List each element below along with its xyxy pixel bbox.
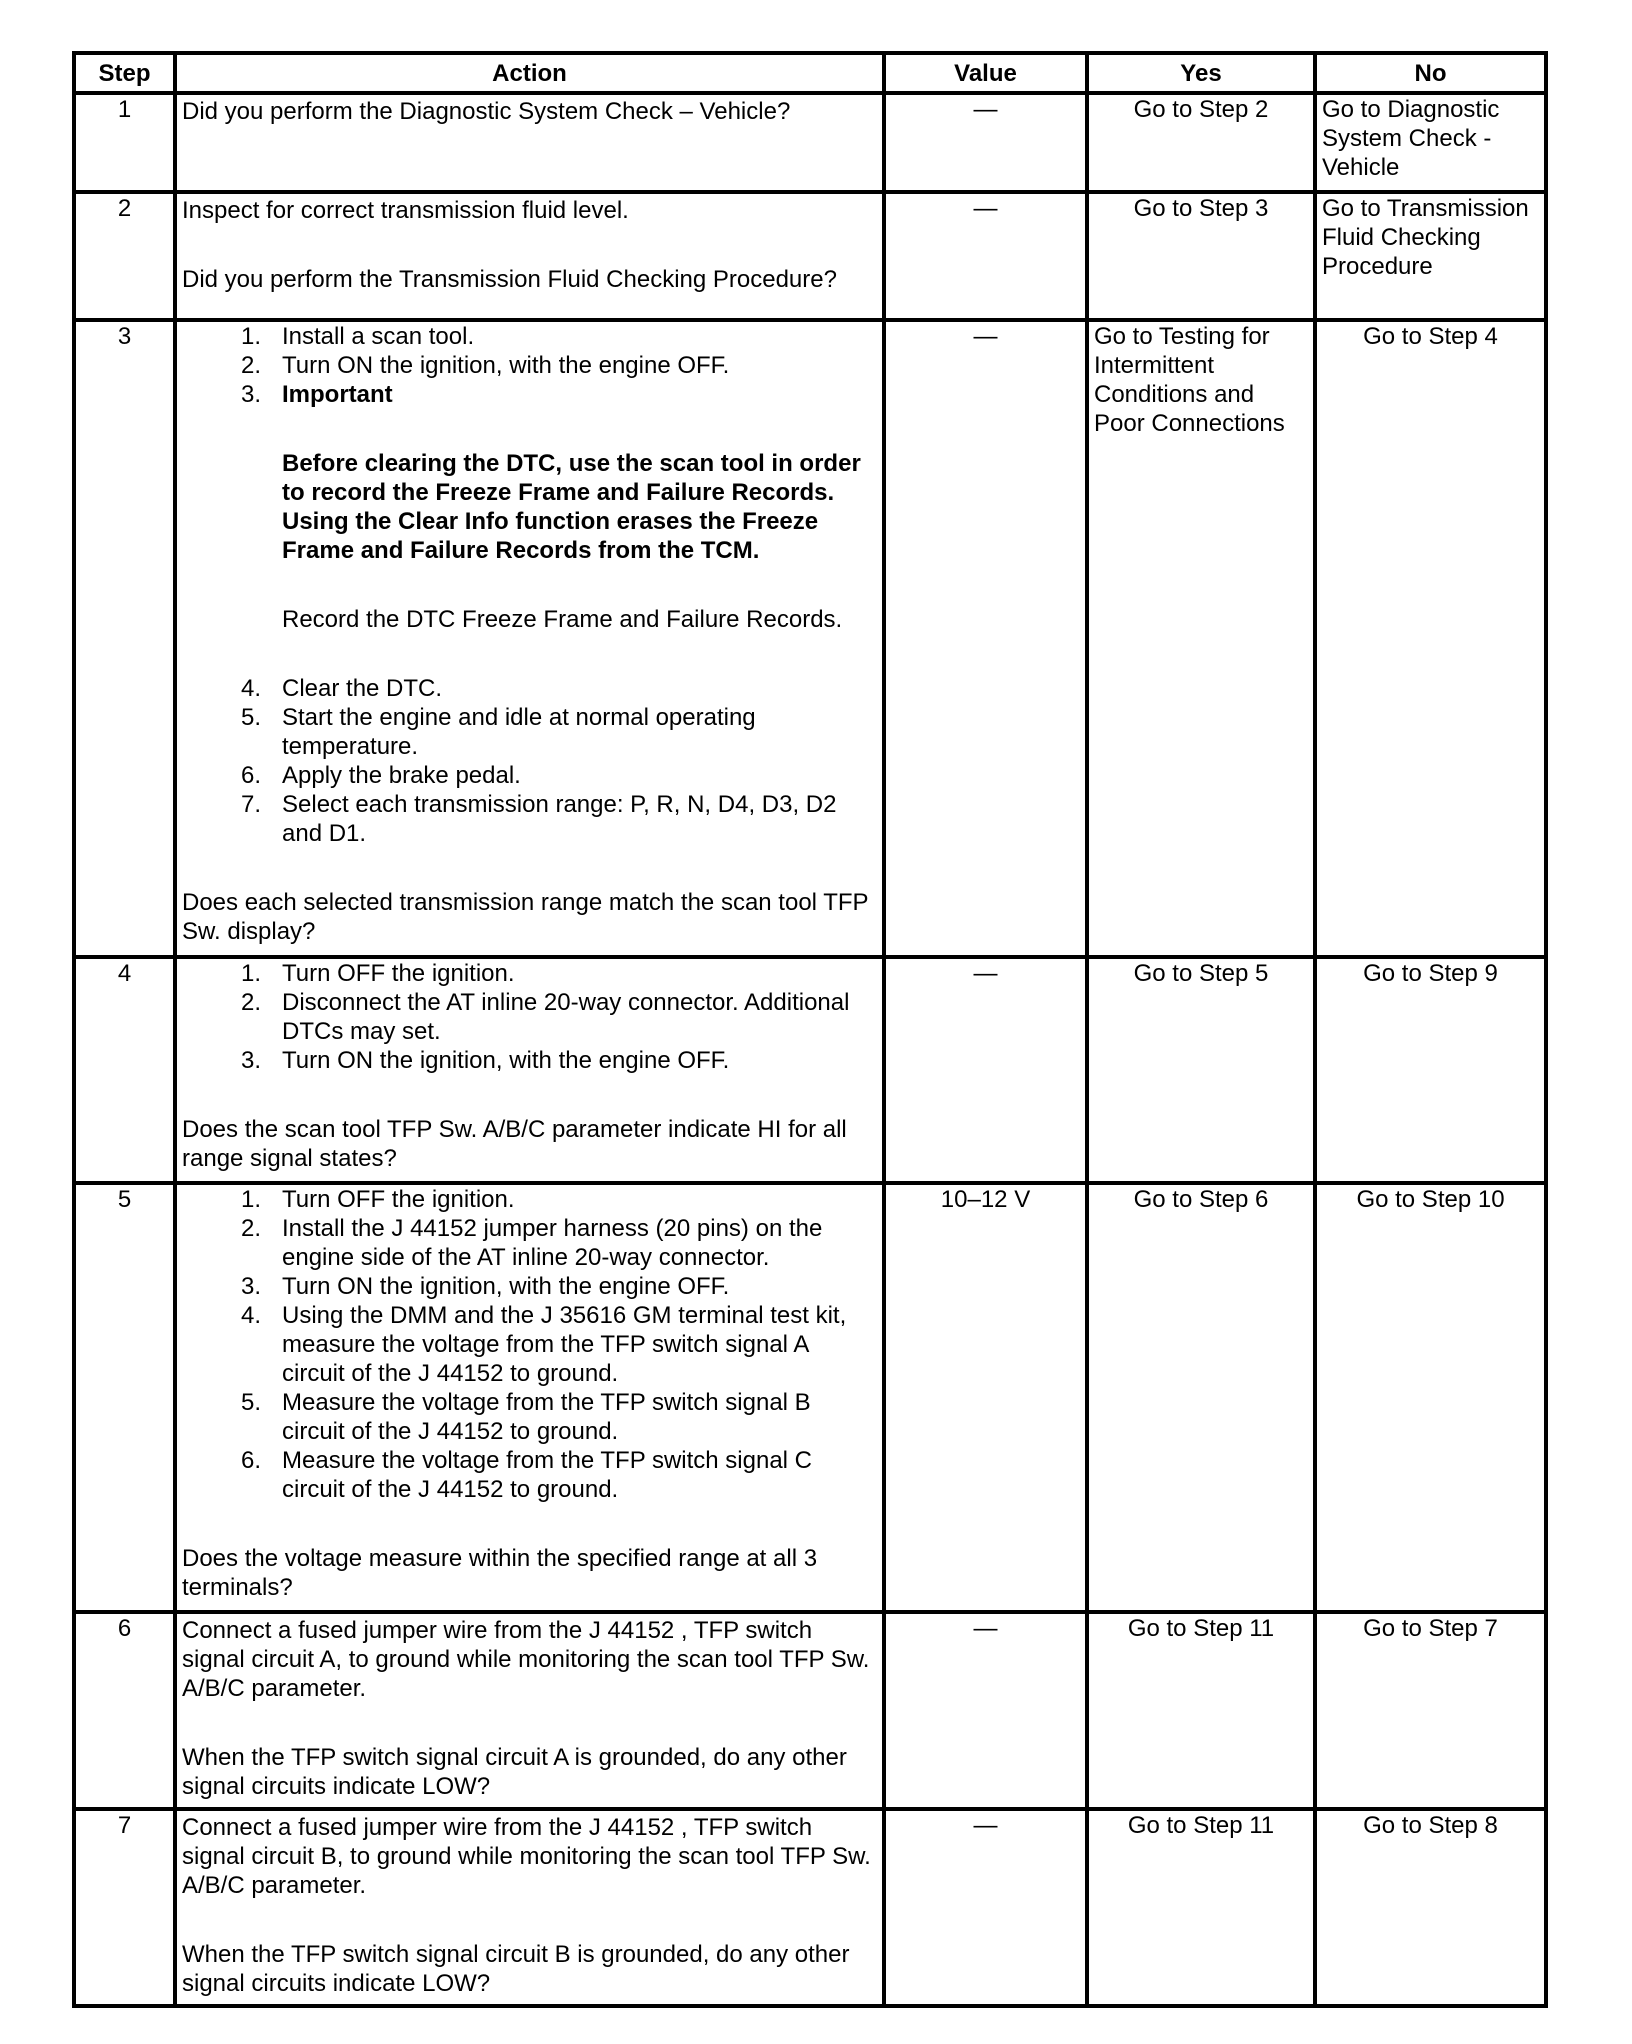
- no-cell: Go to Step 9: [1315, 957, 1546, 1183]
- list-item: 6. Measure the voltage from the TFP switch signal C circuit of the J 44152 to ground.: [240, 1447, 813, 1503]
- value-cell: —: [884, 1612, 1087, 1809]
- action-text: Connect a fused jumper wire from the J 44152 , TFP switch signal circuit A, to ground while monitoring the scan tool TFP Sw. A/B/C parameter.: [182, 1617, 870, 1702]
- table-row: [74, 957, 1546, 1183]
- list-item: 4. Using the DMM and the J 35616 GM terminal test kit, measure the voltage from the TFP switch signal A circuit of the J 44152 to ground.: [240, 1302, 847, 1387]
- action-question: Did you perform the Diagnostic System Check – Vehicle?: [182, 98, 791, 125]
- action-cell: [175, 1809, 884, 2006]
- action-question: Does each selected transmission range match the scan tool TFP Sw. display?: [182, 889, 869, 945]
- yes-cell: Go to Step 6: [1087, 1183, 1315, 1612]
- value-cell: —: [884, 93, 1087, 192]
- table-row: [74, 1183, 1546, 1612]
- list-item: 3. Turn ON the ignition, with the engine OFF.: [240, 1273, 730, 1300]
- list-item: 1. Install a scan tool.: [240, 323, 475, 350]
- procedure-list: [182, 322, 877, 409]
- no-cell: Go to Step 7: [1315, 1612, 1546, 1809]
- step-number: 4: [74, 957, 175, 1183]
- list-item: 2. Install the J 44152 jumper harness (20 pins) on the engine side of the AT inline 20-way connector.: [240, 1215, 823, 1271]
- procedure-list: [182, 1185, 877, 1504]
- important-notice: Before clearing the DTC, use the scan tool in order to record the Freeze Frame and Failure Records. Using the Clear Info function erases the Freeze Frame and Failure Records from the TCM.: [282, 450, 861, 564]
- action-question: Does the scan tool TFP Sw. A/B/C parameter indicate HI for all range signal states?: [182, 1116, 847, 1172]
- action-question: When the TFP switch signal circuit A is grounded, do any other signal circuits indicate LOW?: [182, 1744, 847, 1800]
- no-cell: Go to Transmission Fluid Checking Procedure: [1315, 192, 1546, 320]
- yes-cell: Go to Step 2: [1087, 93, 1315, 192]
- action-question: Does the voltage measure within the specified range at all 3 terminals?: [182, 1545, 818, 1601]
- list-item: 1. Turn OFF the ignition.: [240, 1186, 515, 1213]
- action-cell: [175, 320, 884, 957]
- yes-cell: Go to Step 11: [1087, 1809, 1315, 2006]
- list-item: 3. Important: [240, 381, 393, 408]
- header-value: Value: [884, 53, 1087, 93]
- table-row: [74, 1612, 1546, 1809]
- header-action: Action: [175, 53, 884, 93]
- action-cell: [175, 93, 884, 192]
- no-cell: Go to Step 4: [1315, 320, 1546, 957]
- value-cell: —: [884, 957, 1087, 1183]
- step-number: 3: [74, 320, 175, 957]
- header-yes: Yes: [1087, 53, 1315, 93]
- table-row: [74, 192, 1546, 320]
- diagnostic-table: [72, 51, 1548, 2008]
- table-row: [74, 320, 1546, 957]
- list-item: 3. Turn ON the ignition, with the engine OFF.: [240, 1047, 730, 1074]
- action-cell: [175, 192, 884, 320]
- header-row: [74, 53, 1546, 93]
- table-row: [74, 1809, 1546, 2006]
- table-row: [74, 93, 1546, 192]
- list-item: 6. Apply the brake pedal.: [240, 762, 521, 789]
- action-cell: [175, 1612, 884, 1809]
- action-text: Inspect for correct transmission fluid level.: [182, 197, 629, 224]
- step-number: 7: [74, 1809, 175, 2006]
- step-number: 1: [74, 93, 175, 192]
- value-cell: —: [884, 192, 1087, 320]
- list-item: 4. Clear the DTC.: [240, 675, 443, 702]
- step-number: 5: [74, 1183, 175, 1612]
- header-no: No: [1315, 53, 1546, 93]
- yes-cell: Go to Step 5: [1087, 957, 1315, 1183]
- list-item: 7. Select each transmission range: P, R, N, D4, D3, D2 and D1.: [240, 791, 837, 847]
- list-item: 5. Measure the voltage from the TFP switch signal B circuit of the J 44152 to ground.: [240, 1389, 811, 1445]
- no-cell: Go to Step 10: [1315, 1183, 1546, 1612]
- procedure-list: [182, 959, 877, 1075]
- action-question: Did you perform the Transmission Fluid Checking Procedure?: [182, 266, 837, 293]
- header-step: Step: [74, 53, 175, 93]
- step-number: 6: [74, 1612, 175, 1809]
- no-cell: Go to Diagnostic System Check - Vehicle: [1315, 93, 1546, 192]
- action-text: Connect a fused jumper wire from the J 44152 , TFP switch signal circuit B, to ground while monitoring the scan tool TFP Sw. A/B/C parameter.: [182, 1814, 871, 1899]
- value-cell: —: [884, 320, 1087, 957]
- yes-cell: Go to Step 3: [1087, 192, 1315, 320]
- yes-cell: Go to Step 11: [1087, 1612, 1315, 1809]
- list-item: 2. Disconnect the AT inline 20-way connector. Additional DTCs may set.: [240, 989, 850, 1045]
- action-question: When the TFP switch signal circuit B is grounded, do any other signal circuits indicate LOW?: [182, 1941, 850, 1997]
- value-cell: —: [884, 1809, 1087, 2006]
- action-cell: [175, 1183, 884, 1612]
- no-cell: Go to Step 8: [1315, 1809, 1546, 2006]
- action-text: Record the DTC Freeze Frame and Failure Records.: [282, 606, 843, 633]
- list-item: 1. Turn OFF the ignition.: [240, 960, 515, 987]
- value-cell: 10–12 V: [884, 1183, 1087, 1612]
- yes-cell: Go to Testing for Intermittent Conditions and Poor Connections: [1087, 320, 1315, 957]
- action-cell: [175, 957, 884, 1183]
- procedure-list: [182, 674, 877, 848]
- step-number: 2: [74, 192, 175, 320]
- list-item: 2. Turn ON the ignition, with the engine OFF.: [240, 352, 730, 379]
- list-item: 5. Start the engine and idle at normal operating temperature.: [240, 704, 756, 760]
